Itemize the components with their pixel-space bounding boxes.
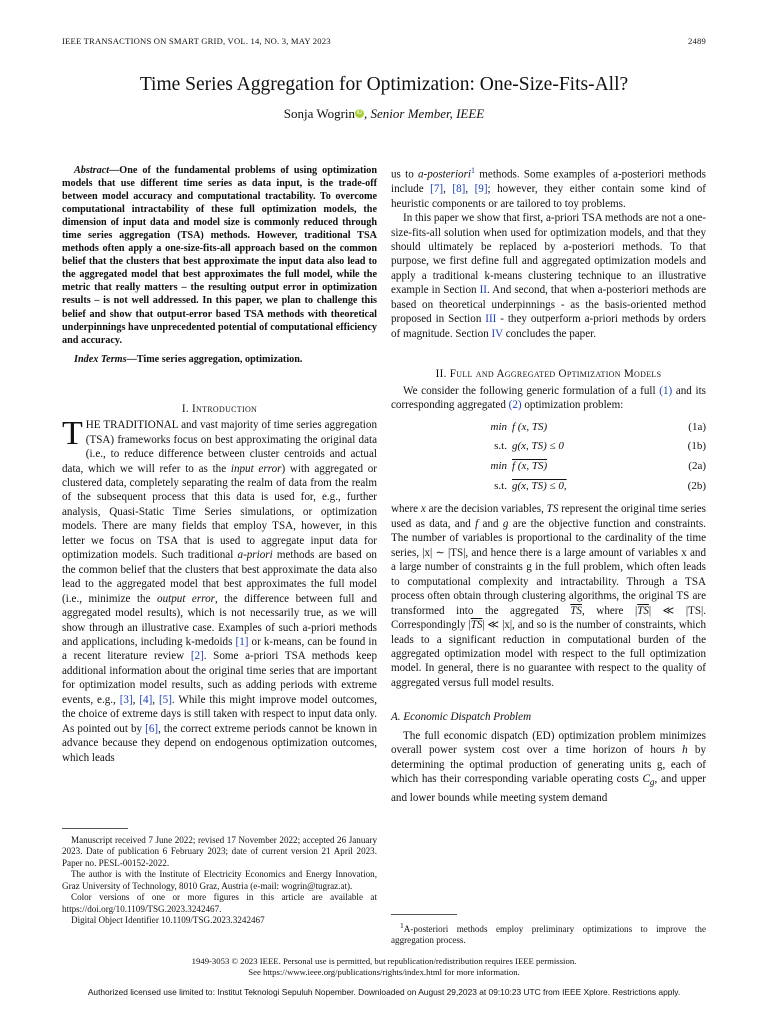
equation-1b: s.t. g(x, TS) ≤ 0 (1b) — [494, 440, 706, 453]
equation-link[interactable]: (1) — [659, 384, 673, 397]
index-terms-lead: Index Terms — [74, 353, 127, 365]
citation-link[interactable]: [6] — [145, 722, 159, 735]
intro-paragraph-1-continued: us to a-posteriori$^1$ methods. Some examples of a-posteriori methods include [7], [8], [9]; however, they either contain some kind of heuristic components or are tailored to toy problems. — [391, 166, 707, 210]
equation-link[interactable]: (2) — [508, 399, 522, 412]
right-column — [391, 164, 706, 805]
intro-paragraph-1: THE TRADITIONAL and vast majority of time series aggregation (TSA) frameworks focus on best approximating the original data (i.e., to reduce difference between cluster centroids and actual data, which we will refer to as the input error) with aggregated or clustered data, completely separating the realm of data from the realm of the subsequent process that this data is used for, e.g., further analysis, Quasi-Static Time Series simulations, or optimization models. There are many fields that employ TSA, however, in this letter we focus on TSA that is used to aggregate input data for optimization models. Such traditional a-priori methods are based on the common belief that the clusters that best approximate the data also lead to the aggregated model that best approximates the full model (i.e., minimize the output error, the difference between full and aggregated model results), which is not necessarily true, as we will show through an illustrative case. Examples of such a-priori methods and applications, including k-medoids [1] or k-means, can be found in a recent literature review [2]. Some a-priori TSA methods keep additional information about the original time series that are important for optimization model results, such as adding periods with extreme events, e.g., [3], [4], [5]. While this might improve model outcomes, the choice of extreme days is still taken with respect to input data only. As pointed out by [6], the correct extreme periods cannot be known in advance because they depend on endogenous optimization outcomes, which leads — [62, 415, 378, 764]
citation-link[interactable]: [5] — [158, 693, 172, 706]
author-name: Sonja Wogrin — [283, 106, 356, 121]
author-line — [0, 106, 768, 122]
equation-1a: min f (x, TS) (1a) — [490, 421, 706, 434]
authorized-use-notice: Authorized licensed use limited to: Institut Teknologi Sepuluh Nopember. Downloaded on August 29,2023 at 09:10:23 UTC from IEEE Xplore. Restrictions apply. — [87, 987, 681, 997]
citation-link[interactable]: [9] — [474, 183, 488, 196]
footnote-rule-right — [391, 914, 457, 915]
footnote-rule — [62, 828, 128, 829]
first-page-footnotes — [62, 835, 377, 927]
citation-link[interactable]: [4] — [139, 693, 153, 706]
citation-link[interactable]: [3] — [119, 693, 133, 706]
section-link[interactable]: III — [485, 313, 497, 326]
abstract-text: —One of the fundamental problems of using optimization models that use different time series as data input, is the trade-off between model accuracy and computational tractability. To overcome computational intractability of these full optimization models, the dimension of input data and model size is commonly reduced through time series aggregation (TSA) methods. However, traditional TSA methods often apply a one-size-fits-all approach based on the common belief that the clusters that best approximate the input data also lead to the aggregated model that best approximates the full model, while the metric that really matters – the resulting output error in optimization results – is not well addressed. In this paper, we plan to challenge this belief and show that output-error based TSA methods with theoretical underpinnings have unprecedented potential of computational efficiency and accuracy. — [62, 165, 377, 346]
doi-line: Digital Object Identifier 10.1109/TSG.2023.3242467 — [71, 915, 265, 926]
footnote-1-text: A-posteriori methods employ preliminary optimizations to improve the aggregation process. — [391, 924, 706, 946]
paper-title: Time Series Aggregation for Optimization: One-Size-Fits-All? — [139, 74, 629, 95]
copyright-line-2: See https://www.ieee.org/publications/rights/index.html for more information. — [248, 967, 520, 977]
equation-2b: s.t. g(x, TS) ≤ 0, (2b) — [494, 480, 706, 493]
models-paragraph-2: where x are the decision variables, TS represent the original time series used as data, and f and g are the objective function and constraints. The number of variables is proportional to the cardinality of the time series, |x| ∼ |TS|, and hence there is a large amount of variables x and a large number of constraints g in the full problem, which often leads to computational complexity and intractability. Through a TSA process often obtain through clustering algorithms, the original TS are transformed into the aggregated $\overline{TS}$, where $|\overline{TS}|$ ≪ |TS|. Correspondingly $|\overline{TS}|$ ≪ |x|, and so is the number of constraints, which leads to a significant reduction in computational burden of the aggregated optimization model with respect to the full optimization model. In general, there is no guarantee with respect to the quality of aggregated versus full model results. — [391, 503, 707, 689]
abstract-lead: Abstract — [74, 165, 110, 176]
intro-paragraph-2: In this paper we show that first, a-priori TSA methods are not a one-size-fits-all solution when used for optimization models, and that they should ultimately be replaced by a-posteriori methods. To that purpose, we first define full and aggregated optimization models and apply a traditional k-means clustering technique to an illustrative example in Section II. And second, that when a-posteriori methods are based on theoretical underpinnings - as the basis-oriented method proposed in Section III - they outperform a-priori methods by orders of magnitude. Section IV concludes the paper. — [391, 212, 706, 340]
journal-info: IEEE TRANSACTIONS ON SMART GRID, VOL. 14, NO. 3, MAY 2023 — [62, 36, 331, 46]
section-link[interactable]: IV — [491, 327, 503, 340]
footnote-marker-link[interactable]: 1 — [471, 166, 476, 175]
index-terms-text: —Time series aggregation, optimization. — [126, 353, 303, 365]
manuscript-dates: Manuscript received 7 June 2022; revised 17 November 2022; accepted 26 January 2023. Date of publication 6 February 2023; date of current version 21 April 2023. Paper no. PESL-00152-2022. — [62, 835, 377, 868]
author-affiliation: , Senior Member, IEEE — [364, 106, 485, 121]
page-number: 2489 — [688, 36, 706, 46]
citation-link[interactable]: [7] — [430, 183, 444, 196]
drop-cap: T — [62, 415, 83, 453]
left-column — [62, 164, 377, 765]
section-heading-introduction: I. Introduction — [181, 402, 258, 415]
footnote-1-mark: 1 — [400, 921, 404, 930]
section-heading-models: II. Full and Aggregated Optimization Models — [435, 368, 662, 381]
abstract — [62, 164, 377, 347]
equation-2a: min f (x, TS) (2a) — [490, 460, 706, 473]
models-paragraph-1: We consider the following generic formulation of a full (1) and its corresponding aggregated (2) optimization problem: — [391, 384, 706, 412]
index-terms — [62, 353, 377, 366]
citation-link[interactable]: [2] — [190, 650, 204, 663]
subsection-heading-dispatch: A. Economic Dispatch Problem — [391, 711, 532, 724]
equation-block — [391, 420, 706, 496]
color-versions-note: Color versions of one or more figures in this article are available at https://doi.org/10.1109/TSG.2023.3242467. — [62, 892, 377, 914]
citation-link[interactable]: [1] — [235, 635, 249, 648]
dispatch-paragraph-1: The full economic dispatch (ED) optimization problem minimizes overall power system cost over a time horizon of hours h by determining the optimal production of generating units g, each of which has their corresponding variable operating costs $C_g$, and upper and lower bounds while meeting system demand — [391, 729, 706, 804]
copyright-notice — [0, 956, 768, 978]
orcid-icon[interactable]: iD — [356, 110, 363, 116]
section-link[interactable]: II — [479, 284, 487, 297]
footnote-1 — [391, 920, 706, 947]
citation-link[interactable]: [8] — [452, 183, 466, 196]
copyright-line-1: 1949-3053 © 2023 IEEE. Personal use is permitted, but republication/redistribution requires IEEE permission. — [191, 956, 577, 966]
running-header — [62, 36, 706, 48]
author-address: The author is with the Institute of Electricity Economics and Energy Innovation, Graz University of Technology, 8010 Graz, Austria (e-mail: wogrin@tugraz.at). — [62, 869, 377, 891]
